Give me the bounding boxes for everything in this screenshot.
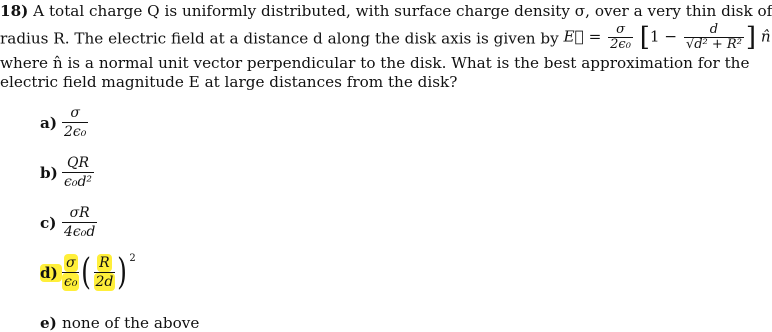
option-a-fraction <box>62 104 88 141</box>
left-bracket: [ <box>639 22 650 53</box>
formula-unit-vector: n̂ <box>760 27 771 46</box>
option-d[interactable] <box>40 251 136 293</box>
question-line-4 <box>0 73 695 92</box>
formula-inner-den: √d² + R² <box>685 37 742 52</box>
option-b-num: QR <box>67 155 90 171</box>
question-text-line-4: electric field magnitude E at large distances from the disk? <box>0 73 458 91</box>
option-d-right-paren: ) <box>117 251 128 293</box>
option-c-letter: c) <box>40 213 57 232</box>
option-d-exponent: 2 <box>129 253 136 264</box>
option-a-den: 2ϵ₀ <box>64 124 87 140</box>
formula-inner-num: d <box>709 22 719 37</box>
option-d-den: ϵ₀ <box>64 274 78 290</box>
question-line-1 <box>0 2 772 21</box>
option-c[interactable] <box>40 204 97 241</box>
question-number: 18) <box>0 2 29 20</box>
option-a[interactable] <box>40 104 88 141</box>
option-d-fraction <box>62 254 79 291</box>
option-d-paren-fraction <box>94 254 116 291</box>
option-a-letter: a) <box>40 113 58 132</box>
formula-lhs: E⃗ = <box>563 27 602 46</box>
question-stem <box>0 2 772 92</box>
option-d-left-paren: ( <box>81 251 92 293</box>
option-b-fraction <box>62 154 94 191</box>
formula-inner-fraction <box>684 23 744 52</box>
question-text-line-1: A total charge Q is uniformly distributed, with surface charge density σ, over a very thin disk of <box>33 2 772 20</box>
formula-coefficient <box>608 23 633 52</box>
formula-coef-num: σ <box>616 22 625 37</box>
question-line-3 <box>0 54 750 73</box>
field-formula <box>564 23 771 52</box>
option-e[interactable] <box>40 314 199 332</box>
formula-one: 1 − <box>649 27 678 46</box>
option-b[interactable] <box>40 154 94 191</box>
formula-coef-den: 2ϵ₀ <box>610 37 631 52</box>
option-b-den: ϵ₀d² <box>64 174 93 190</box>
option-d-letter: d) <box>40 264 62 282</box>
option-a-num: σ <box>70 105 80 121</box>
option-b-letter: b) <box>40 163 58 182</box>
option-c-fraction <box>62 204 97 241</box>
option-e-text: none of the above <box>62 314 200 332</box>
option-c-den: 4ϵ₀d <box>64 224 96 240</box>
option-c-num: σR <box>69 205 90 221</box>
question-text-line-2: radius R. The electric field at a distance d along the disk axis is given by <box>0 29 559 48</box>
right-bracket: ] <box>745 22 757 53</box>
option-d-paren-den: 2d <box>95 274 114 290</box>
option-e-letter: e) <box>40 314 57 332</box>
question-line-2 <box>0 22 771 54</box>
question-text-line-3: where n̂ is a normal unit vector perpendicular to the disk. What is the best approximation for the <box>0 54 750 72</box>
option-d-num: σ <box>65 255 76 271</box>
option-d-paren-num: R <box>99 255 110 271</box>
